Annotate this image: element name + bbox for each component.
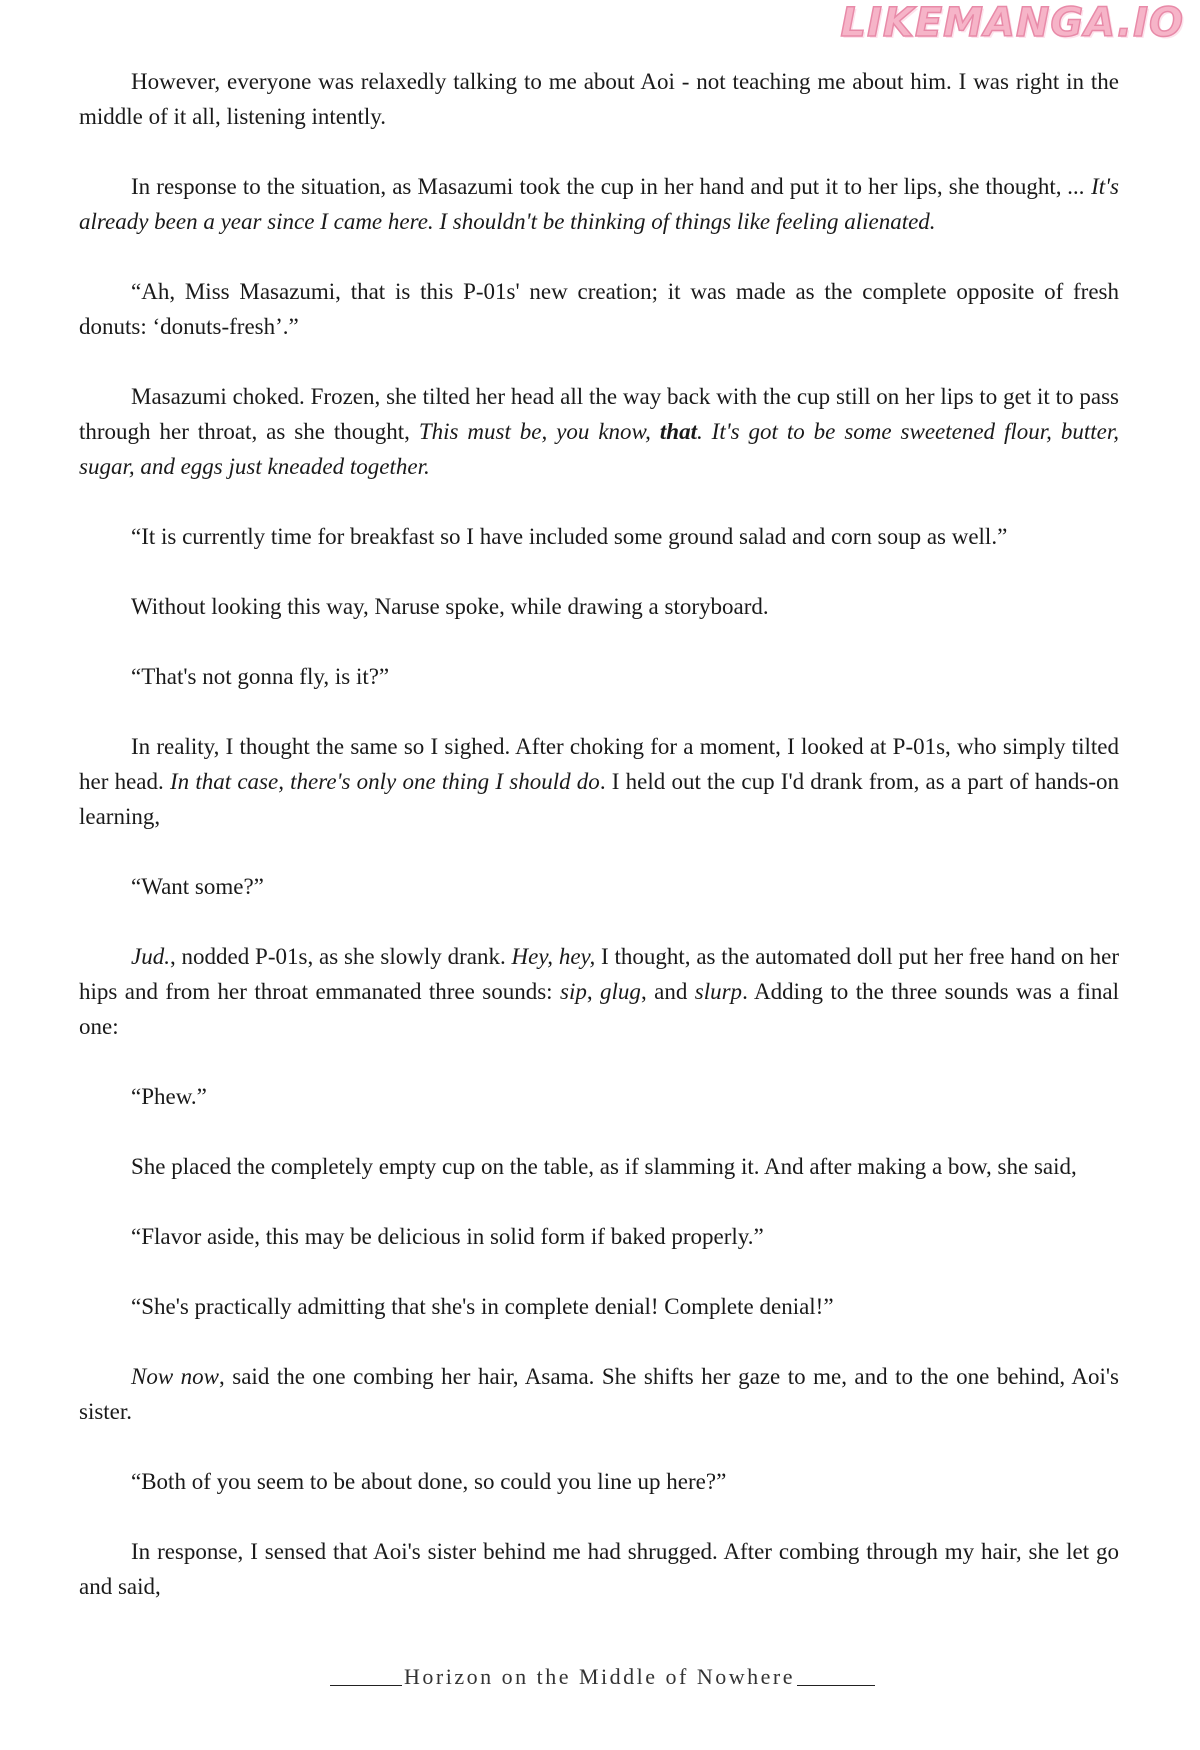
text-run: , and bbox=[640, 979, 695, 1004]
text-run: I thought, as the automated doll put her free hand on her hips and from her throat emmanated three sounds: bbox=[79, 944, 1120, 1004]
text-run: that bbox=[659, 419, 697, 444]
text-run: . I held out the cup I'd drank from, as a part of hands-on learning, bbox=[79, 769, 1120, 829]
paragraph bbox=[79, 379, 1119, 484]
text-run: “She's practically admitting that she's in complete denial! Complete denial!” bbox=[131, 1294, 834, 1319]
text-run: Hey, hey, bbox=[511, 944, 596, 969]
text-run: “Phew.” bbox=[131, 1084, 207, 1109]
text-run: In response to the situation, as Masazumi took the cup in her hand and put it to her lips, she thought, bbox=[131, 174, 1068, 199]
paragraph bbox=[79, 1359, 1119, 1429]
paragraph bbox=[79, 519, 1119, 554]
text-run: Without looking this way, Naruse spoke, while drawing a storyboard. bbox=[131, 594, 769, 619]
page-body bbox=[79, 64, 1119, 1639]
text-run: . Adding to the three sounds was a final one: bbox=[79, 979, 1119, 1039]
page-footer bbox=[330, 1664, 926, 1690]
paragraph bbox=[79, 1289, 1119, 1324]
text-run: slurp bbox=[694, 979, 743, 1004]
paragraph bbox=[79, 589, 1119, 624]
paragraph bbox=[79, 1534, 1119, 1604]
text-run: , bbox=[586, 979, 601, 1004]
text-run: “That's not gonna fly, is it?” bbox=[131, 664, 390, 689]
footer-title: Horizon on the Middle of Nowhere bbox=[404, 1664, 795, 1689]
paragraph bbox=[79, 659, 1119, 694]
text-run: “Both of you seem to be about done, so could you line up here?” bbox=[131, 1469, 727, 1494]
text-run: In that case, there's only one thing I should do bbox=[169, 769, 600, 794]
footer-rule-left bbox=[330, 1685, 402, 1686]
footer-rule-right bbox=[797, 1685, 875, 1686]
watermark-logo: LIKEMANGA.IO bbox=[840, 0, 1184, 46]
text-run: In reality, I thought the same so I sighed. After choking for a moment, I looked at P-01s, who simply tilted her head. bbox=[79, 734, 1119, 794]
paragraph bbox=[79, 169, 1119, 239]
text-run: Jud. bbox=[131, 944, 170, 969]
paragraph bbox=[79, 1464, 1119, 1499]
text-run: “It is currently time for breakfast so I have included some ground salad and corn soup as well.” bbox=[131, 524, 1008, 549]
text-run: She placed the completely empty cup on the table, as if slamming it. And after making a bow, she said, bbox=[131, 1154, 1077, 1179]
text-run: , nodded P-01s, as she slowly drank. bbox=[169, 944, 512, 969]
text-run: Now now bbox=[131, 1364, 220, 1389]
paragraph bbox=[79, 1219, 1119, 1254]
paragraph bbox=[79, 869, 1119, 904]
text-run: , said the one combing her hair, Asama. She shifts her gaze to me, and to the one behind, Aoi's sister. bbox=[79, 1364, 1119, 1424]
text-run: Masazumi choked. Frozen, she tilted her head all the way back with the cup still on her lips to get it to pass through her throat, as she thought, bbox=[79, 384, 1119, 444]
paragraph bbox=[79, 1079, 1119, 1114]
paragraph bbox=[79, 274, 1119, 344]
text-run: sip bbox=[560, 979, 587, 1004]
text-run: This must be, you know, bbox=[418, 419, 660, 444]
paragraph bbox=[79, 64, 1119, 134]
text-run: However, everyone was relaxedly talking to me about Aoi - not teaching me about him. I was right in the middle of it all, listening intently. bbox=[79, 69, 1119, 129]
text-run: . It's got to be some sweetened flour, butter, sugar, and eggs just kneaded together. bbox=[79, 419, 1120, 479]
paragraph bbox=[79, 939, 1119, 1044]
paragraph bbox=[79, 729, 1119, 834]
text-run: “Ah, Miss Masazumi, that is this P-01s' new creation; it was made as the complete opposite of fresh donuts: ‘donuts-fresh’.” bbox=[79, 279, 1119, 339]
text-run: “Want some?” bbox=[131, 874, 264, 899]
paragraph bbox=[79, 1149, 1119, 1184]
text-run: ... It's already been a year since I came here. I shouldn't be thinking of things like feeling alienated. bbox=[79, 174, 1119, 234]
text-run: “Flavor aside, this may be delicious in solid form if baked properly.” bbox=[131, 1224, 764, 1249]
text-run: In response, I sensed that Aoi's sister behind me had shrugged. After combing through my hair, she let go and said, bbox=[79, 1539, 1119, 1599]
text-run: glug bbox=[600, 979, 641, 1004]
